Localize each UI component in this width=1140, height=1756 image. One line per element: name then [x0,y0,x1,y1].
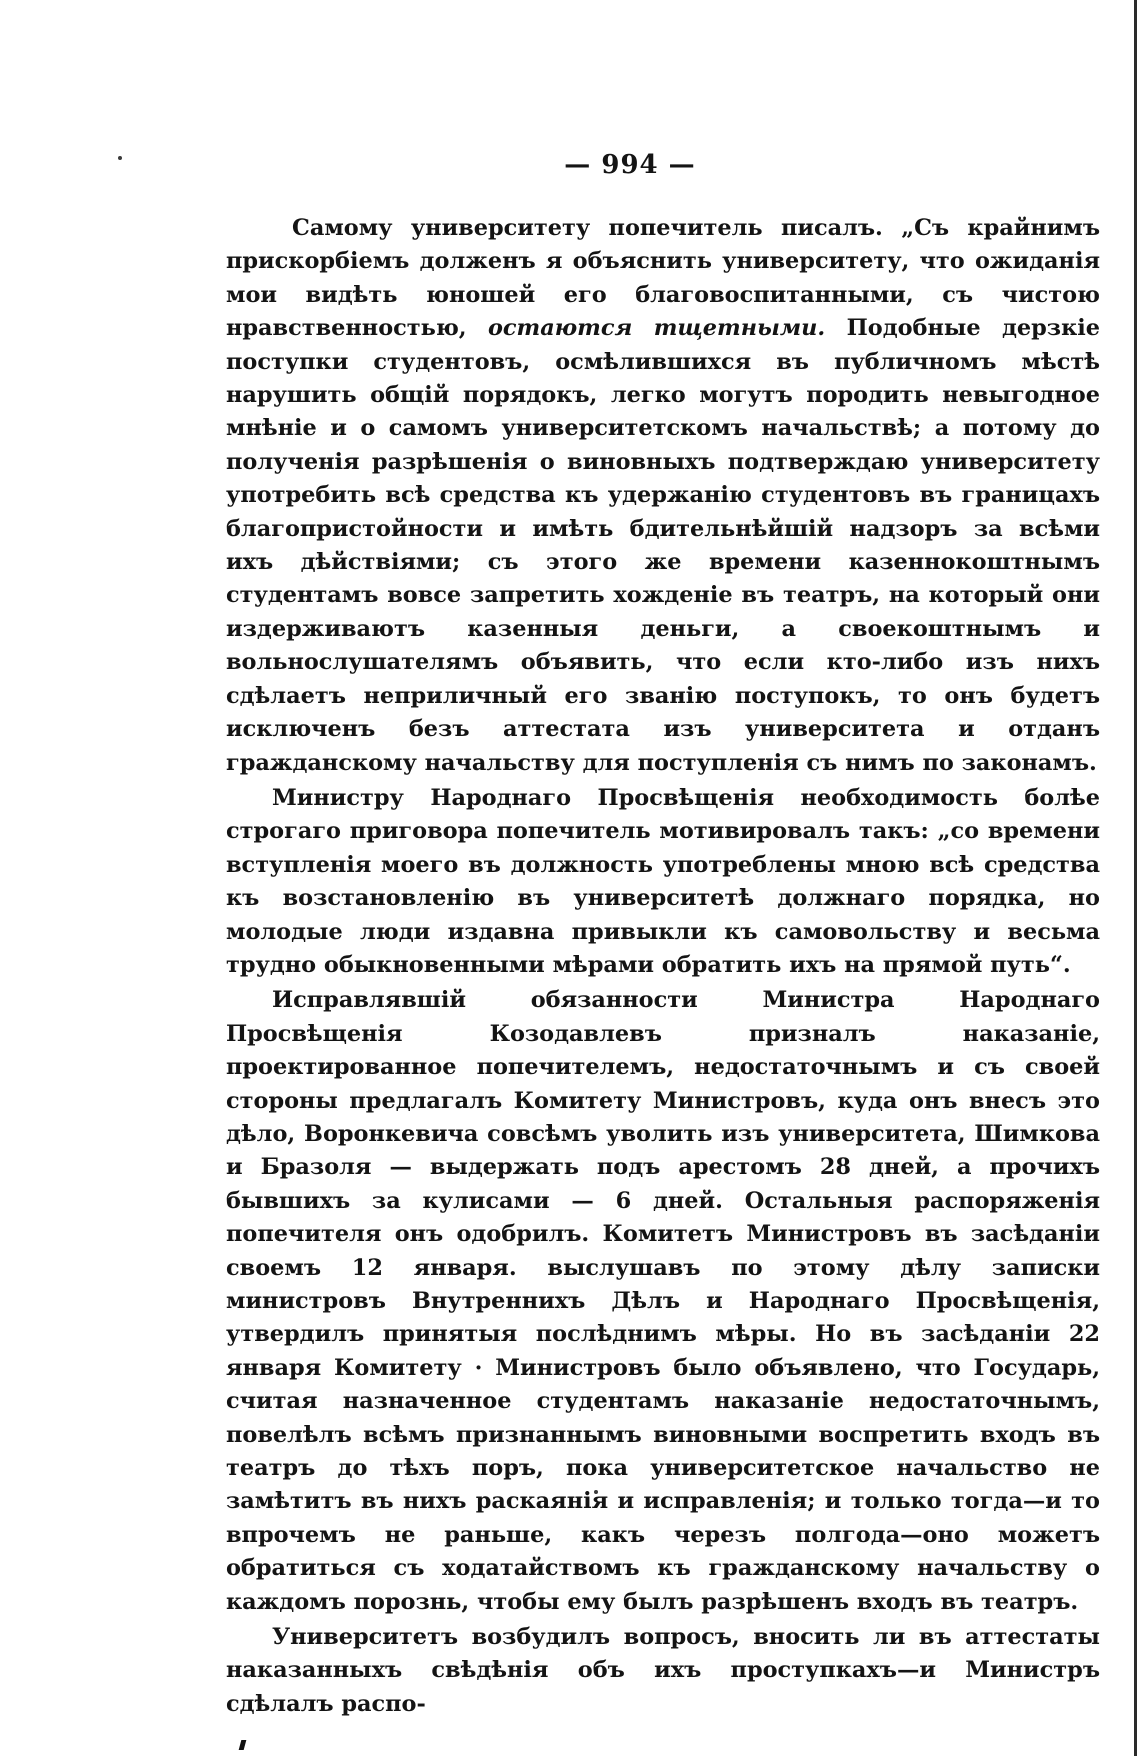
paragraph-1 [226,212,1100,780]
paragraph-1-italic: остаются тщетными. [487,315,826,342]
paragraph-1-start: Самому университету попечитель писалъ. „Съ крайнимъ прискорбіемъ долженъ я объяснить университету, что ожиданія мои видѣть юношей его благовоспитанными, съ чистою нравственностью, [226,215,1100,342]
scan-speck [239,1740,247,1750]
paragraph-3: Исправлявшій обязанности Министра Народнаго Просвѣщенія Козодавлевъ призналъ наказаніе, проектированное попечителемъ, недостаточнымъ и съ своей стороны предлагалъ Комитету Министровъ, куда онъ внесъ это дѣло, Воронкевича совсѣмъ уволить изъ университета, Шимкова и Бразоля — выдержать подъ арестомъ 28 дней, а прочихъ бывшихъ за кулисами — 6 дней. Остальныя распоряженія попечителя онъ одобрилъ. Комитетъ Министровъ въ засѣданіи своемъ 12 января. выслушавъ по этому дѣлу записки министровъ Внутреннихъ Дѣлъ и Народнаго Просвѣщенія, утвердилъ принятыя послѣднимъ мѣры. Но въ засѣданіи 22 января Комитету · Министровъ было объявлено, что Государь, считая назначенное студентамъ наказаніе недостаточнымъ, повелѣлъ всѣмъ признаннымъ виновными воспретить входъ въ театръ до тѣхъ поръ, пока университетское начальство не замѣтитъ въ нихъ раскаянія и исправленія; и только тогда—и то впрочемъ не раньше, какъ черезъ полгода—оно можетъ обратиться съ ходатайствомъ къ гражданскому начальству о каждомъ порознь, чтобы ему былъ разрѣшенъ входъ въ театръ. [226,987,1100,1615]
paragraph-1-end: Подобные дерзкіе поступки студентовъ, осмѣлившихся въ публичномъ мѣстѣ нарушить общій порядокъ, легко могутъ породить невыгодное мнѣніе и о самомъ университетскомъ начальствѣ; а потому до полученія разрѣшенія о виновныхъ подтверждаю университету употребить всѣ средства къ удержанію студентовъ въ границахъ благопристойности и имѣть бдительнѣйшій надзоръ за всѣми ихъ дѣйствіями; съ этого же времени казеннокоштнымъ студентамъ вовсе запретить хожденіе въ театръ, на который они издерживаютъ казенныя деньги, а своекоштнымъ и вольнослушателямъ объявить, что если кто-либо изъ нихъ сдѣлаетъ неприличный его званію поступокъ, то онъ будетъ исключенъ безъ аттестата изъ университета и отданъ гражданскому начальству для поступленія съ нимъ по законамъ. [226,315,1100,776]
body-text [226,212,1100,1721]
paragraph-4: Университетъ возбудилъ вопросъ, вносить ли въ аттестаты наказанныхъ свѣдѣнія объ ихъ проступкахъ—и Министръ сдѣлалъ распо- [226,1624,1100,1717]
page-number: — 994 — [564,150,696,180]
scan-edge-rule [1134,0,1137,1756]
paragraph-2: Министру Народнаго Просвѣщенія необходимость болѣе строгаго приговора попечитель мотивировалъ такъ: „со времени вступленія моего въ должность употреблены мною всѣ средства къ возстановленію въ университетѣ должнаго порядка, но молодые люди издавна привыкли къ самовольству и весьма трудно обыкновенными мѣрами обратить ихъ на прямой путь“. [226,784,1100,978]
